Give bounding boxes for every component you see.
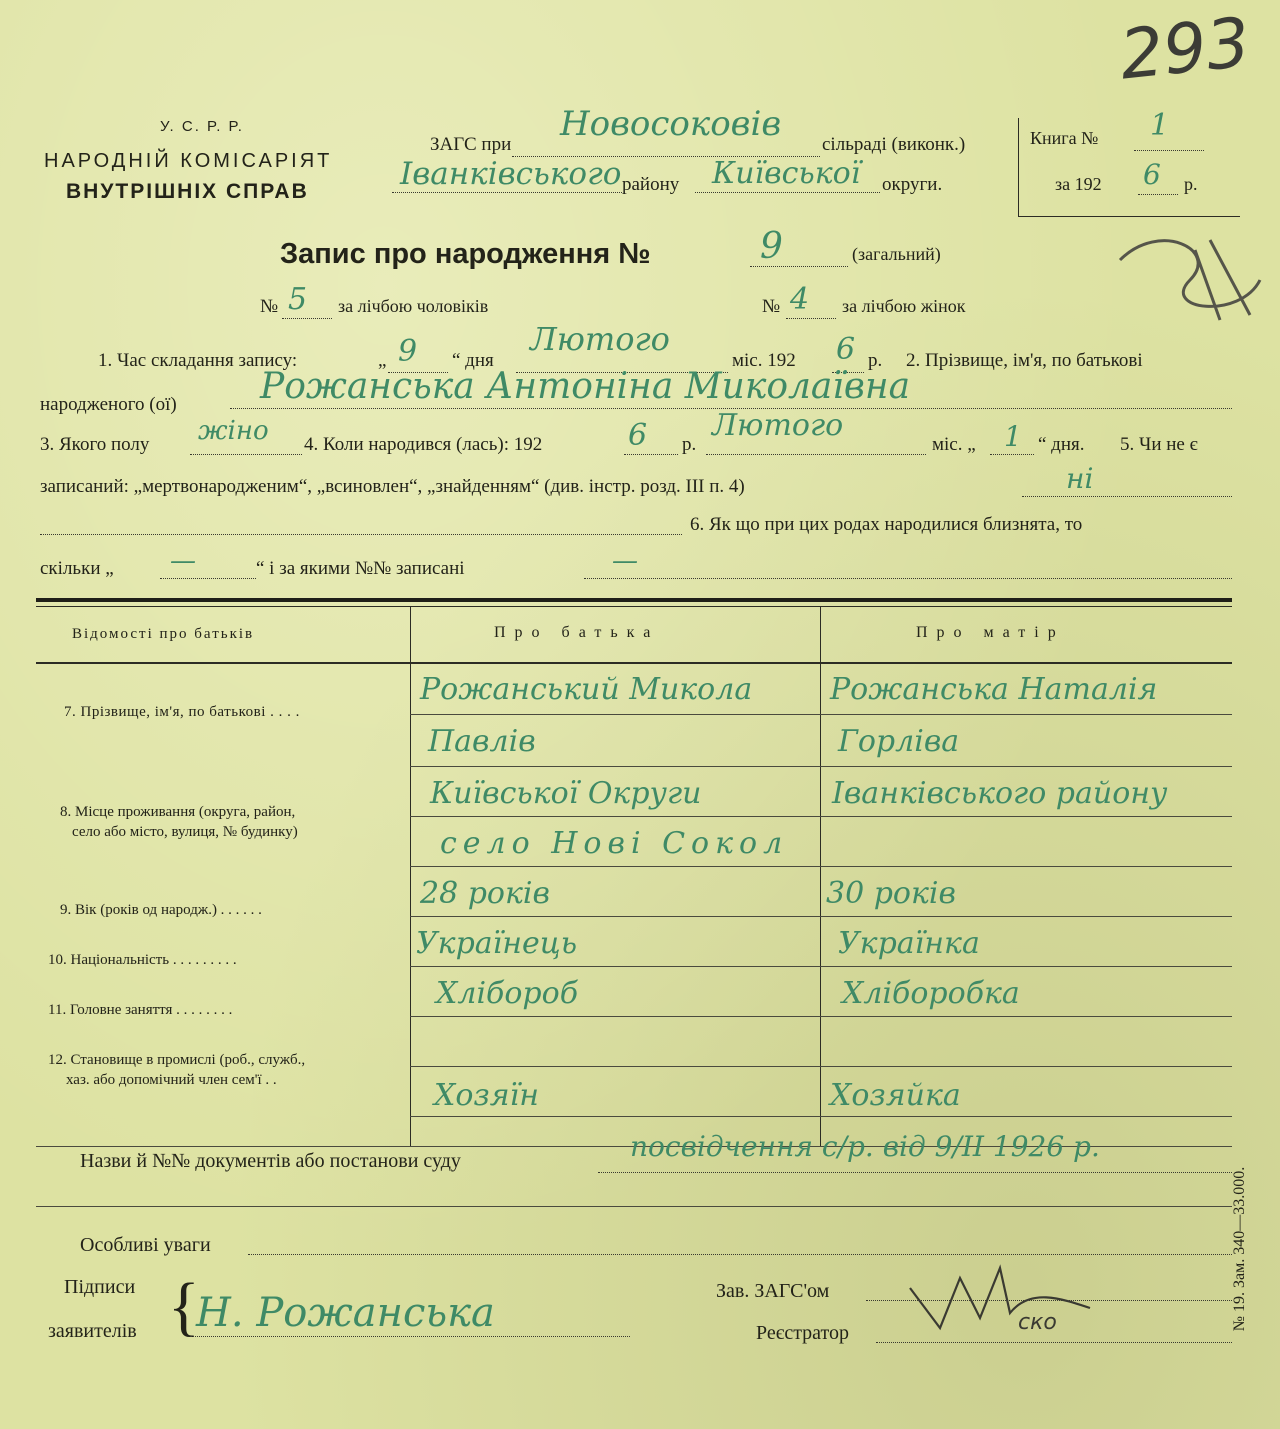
republic-label: У. С. Р. Р. bbox=[160, 118, 244, 135]
field6-count: — bbox=[170, 546, 196, 576]
field4-day: 1 bbox=[1004, 420, 1022, 453]
district-label: району bbox=[622, 174, 680, 195]
zags-district: Іванківського bbox=[400, 156, 622, 192]
field6-numbers: — bbox=[612, 546, 638, 576]
commissariat-line2: ВНУТРІШНІХ СПРАВ bbox=[66, 180, 309, 203]
female-prefix: № bbox=[762, 296, 781, 317]
male-prefix: № bbox=[260, 296, 279, 317]
table-header-info: Відомості про батьків bbox=[72, 626, 255, 642]
documents-value: посвідчення с/р. від 9/II 1926 р. bbox=[630, 1130, 1100, 1163]
field1-month-label: міс. 192 bbox=[732, 350, 796, 371]
commissariat-line1: НАРОДНІЙ КОМІСАРІЯТ bbox=[44, 150, 333, 172]
row12-label: 12. Становище в промислі (роб., служб., bbox=[48, 1052, 306, 1068]
pencil-mark-icon bbox=[1100, 220, 1280, 340]
field1-year-digit: 6 bbox=[836, 332, 856, 367]
record-number: 9 bbox=[760, 226, 783, 267]
field4-month: Лютого bbox=[712, 408, 844, 443]
field4-year-digit: 6 bbox=[628, 418, 648, 453]
field5-value: ні bbox=[1066, 462, 1094, 495]
field6-label2-a: скільки „ bbox=[40, 558, 114, 579]
father-occupation: Хлібороб bbox=[436, 976, 579, 1011]
row8-label: 8. Місце проживання (округа, район, bbox=[60, 804, 296, 820]
father-age: 28 років bbox=[420, 876, 550, 911]
female-number: 4 bbox=[790, 282, 810, 317]
father-residence-1: Київської Округи bbox=[430, 776, 702, 811]
field2-value: Рожанська Антоніна Миколаївна bbox=[260, 366, 911, 407]
row12-label2: хаз. або допомічний член сем'ї . . bbox=[66, 1072, 277, 1088]
registrar-label: Реєстратор bbox=[756, 1322, 850, 1344]
head-signature-icon bbox=[900, 1258, 1100, 1338]
print-code: № 19. Зам. 340—33.000. bbox=[1231, 1166, 1248, 1332]
field6-label: 6. Як що при цих родах народилися близнята, то bbox=[690, 514, 1083, 535]
mother-nationality: Українка bbox=[838, 926, 980, 961]
field4-label: 4. Коли народився (лась): 192 bbox=[304, 434, 543, 455]
field3-label: 3. Якого полу bbox=[40, 434, 150, 455]
row9-label: 9. Вік (років од народж.) . . . . . . bbox=[60, 902, 262, 918]
mother-maiden: Горліва bbox=[838, 724, 960, 759]
field1-year-end: р. bbox=[868, 350, 883, 371]
okruha-label: округи. bbox=[882, 174, 943, 195]
field6-label2-b: “ і за якими №№ записані bbox=[256, 558, 465, 579]
table-header-mother: Про матір bbox=[916, 624, 1065, 641]
father-patronymic: Павлів bbox=[428, 724, 536, 759]
field1-label: 1. Час складання запису: bbox=[98, 350, 298, 371]
father-name: Рожанський Микола bbox=[420, 672, 753, 707]
row11-label: 11. Головне заняття . . . . . . . . bbox=[48, 1002, 233, 1018]
field5-label: 5. Чи не є bbox=[1120, 434, 1198, 455]
zags-label-post: сільраді (виконк.) bbox=[822, 134, 966, 155]
field1-open-quote: „ bbox=[378, 350, 387, 371]
father-status: Хозяїн bbox=[434, 1078, 539, 1113]
head-label: Зав. ЗАГС'ом bbox=[716, 1280, 830, 1302]
field2-label: 2. Прізвище, ім'я, по батькові bbox=[906, 350, 1143, 371]
field1-month: Лютого bbox=[530, 320, 670, 358]
field5-label2: записаний: „мертвонародженим“, „всиновлен“, „знайденням“ (див. інстр. розд. III п. 4) bbox=[40, 476, 745, 497]
mother-name: Рожанська Наталія bbox=[830, 672, 1158, 707]
field4-month-label: міс. „ bbox=[932, 434, 976, 455]
field1-day: 9 bbox=[398, 334, 418, 369]
zags-village: Новосоковів bbox=[560, 104, 782, 144]
field4-day-label: “ дня. bbox=[1038, 434, 1085, 455]
mother-status: Хозяйка bbox=[830, 1078, 961, 1113]
row7-label: 7. Прізвище, ім'я, по батькові . . . . bbox=[64, 704, 300, 720]
mother-occupation: Хліборобка bbox=[842, 976, 1020, 1011]
father-nationality: Українець bbox=[416, 926, 578, 961]
row8-label2: село або місто, вулиця, № будинку) bbox=[72, 824, 298, 840]
registrar-signature: ско bbox=[1018, 1310, 1057, 1335]
book-label: Книга № bbox=[1030, 128, 1099, 148]
book-year-digit: 6 bbox=[1143, 158, 1161, 191]
general-label: (загальний) bbox=[852, 244, 941, 264]
field3-value: жіно bbox=[198, 416, 269, 446]
zags-okruha: Київської bbox=[712, 156, 861, 191]
book-year-label: за 192 bbox=[1055, 174, 1102, 194]
mother-residence-1: Іванківського району bbox=[832, 776, 1168, 811]
female-label: за лічбою жінок bbox=[842, 296, 966, 316]
archive-number: 293 bbox=[1116, 3, 1254, 96]
notes-label: Особливі уваги bbox=[80, 1234, 211, 1256]
mother-age: 30 років bbox=[826, 876, 956, 911]
field2-label2: народженого (ої) bbox=[40, 394, 177, 415]
brace-glyph: { bbox=[168, 1270, 200, 1343]
field1-close: “ дня bbox=[452, 350, 494, 371]
book-number: 1 bbox=[1150, 108, 1170, 143]
male-number: 5 bbox=[288, 282, 308, 317]
field4-year-end: р. bbox=[682, 434, 697, 455]
zags-label: ЗАГС при bbox=[430, 134, 512, 155]
row10-label: 10. Національність . . . . . . . . . bbox=[48, 952, 237, 968]
applicant-signature: Н. Рожанська bbox=[196, 1290, 495, 1336]
applicants-label1: Підписи bbox=[64, 1276, 136, 1298]
table-header-father: Про батька bbox=[494, 624, 660, 641]
male-label: за лічбою чоловіків bbox=[338, 296, 489, 316]
father-residence-2: село Нові Сокол bbox=[440, 826, 789, 861]
applicants-label2: заявителів bbox=[48, 1320, 137, 1342]
record-title: Запис про народження № bbox=[280, 238, 651, 270]
book-year-end: р. bbox=[1184, 174, 1198, 194]
documents-label: Назви й №№ документів або постанови суду bbox=[80, 1150, 461, 1172]
